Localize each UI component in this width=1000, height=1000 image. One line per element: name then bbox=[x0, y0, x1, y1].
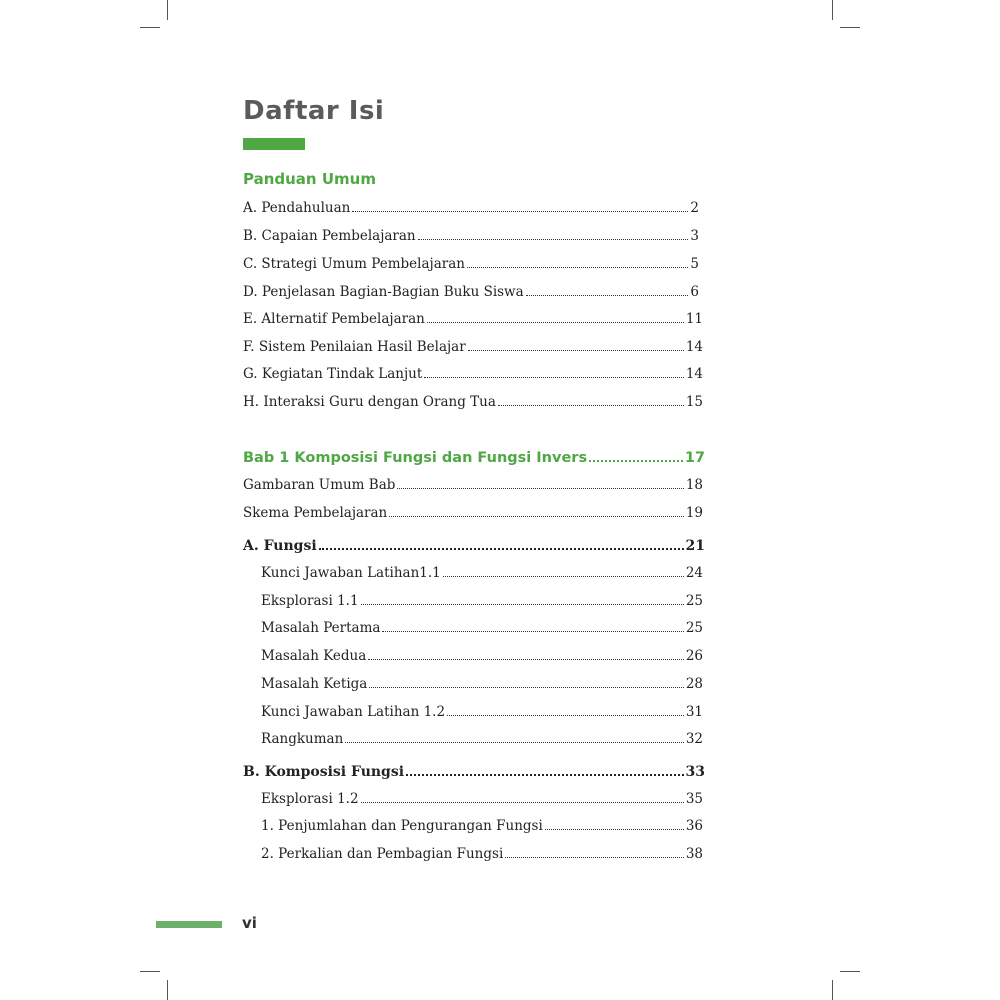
toc-entry-label: Kunci Jawaban Latihan 1.2 bbox=[261, 703, 446, 720]
toc-entry-label: D. Penjelasan Bagian-Bagian Buku Siswa bbox=[243, 283, 524, 300]
crop-mark bbox=[840, 27, 860, 28]
title-underline-bar bbox=[243, 138, 305, 150]
toc-entry-label: F. Sistem Penilaian Hasil Belajar bbox=[243, 338, 466, 355]
toc-entry[interactable] bbox=[243, 336, 703, 358]
crop-mark bbox=[167, 980, 168, 1000]
dot-leader bbox=[468, 336, 684, 351]
toc-entry-page: 19 bbox=[685, 504, 703, 521]
toc-entry-label: E. Alternatif Pembelajaran bbox=[243, 310, 425, 327]
toc-entry-label: Gambaran Umum Bab bbox=[243, 476, 396, 493]
toc-entry-label: Masalah Kedua bbox=[261, 647, 367, 664]
toc-section-entry[interactable] bbox=[243, 760, 705, 782]
toc-subentry[interactable] bbox=[261, 701, 703, 723]
crop-mark bbox=[840, 971, 860, 972]
toc-subentry[interactable] bbox=[261, 843, 703, 865]
crop-mark bbox=[832, 0, 833, 20]
toc-entry-page: 26 bbox=[685, 647, 703, 664]
crop-mark bbox=[140, 971, 160, 972]
toc-entry-page: 2 bbox=[690, 199, 699, 216]
dot-leader bbox=[368, 645, 684, 660]
toc-entry-page: 5 bbox=[690, 255, 699, 272]
toc-entry[interactable] bbox=[243, 502, 703, 524]
toc-subentry[interactable] bbox=[261, 590, 703, 612]
toc-section-entry[interactable] bbox=[243, 534, 705, 556]
toc-entry-label: H. Interaksi Guru dengan Orang Tua bbox=[243, 393, 496, 410]
dot-leader bbox=[369, 673, 683, 688]
toc-entry[interactable] bbox=[243, 253, 699, 275]
toc-entry[interactable] bbox=[243, 197, 699, 219]
toc-entry[interactable] bbox=[243, 363, 703, 385]
toc-section-page: 21 bbox=[685, 538, 705, 554]
toc-entry-label: Kunci Jawaban Latihan1.1 bbox=[261, 564, 441, 581]
toc-entry-page: 25 bbox=[685, 619, 703, 636]
toc-entry-label: A. Pendahuluan bbox=[243, 199, 351, 216]
dot-leader bbox=[361, 590, 684, 605]
dot-leader bbox=[427, 308, 684, 323]
toc-entry-page: 6 bbox=[690, 283, 699, 300]
toc-entry-label: Eksplorasi 1.2 bbox=[261, 790, 359, 807]
toc-entry-page: 28 bbox=[685, 675, 703, 692]
dot-leader bbox=[545, 815, 684, 830]
toc-entry-page: 31 bbox=[685, 703, 703, 720]
toc-entry-label: 2. Perkalian dan Pembagian Fungsi bbox=[261, 845, 504, 862]
toc-subentry[interactable] bbox=[261, 673, 703, 695]
toc-section-label: B. Komposisi Fungsi bbox=[243, 764, 405, 780]
page-number: vi bbox=[242, 914, 257, 932]
toc-entry-page: 36 bbox=[685, 817, 703, 834]
toc-subentry[interactable] bbox=[261, 645, 703, 667]
toc-subentry[interactable] bbox=[261, 728, 703, 750]
toc-entry-page: 35 bbox=[685, 790, 703, 807]
toc-section-label: A. Fungsi bbox=[243, 538, 317, 554]
toc-section-page: 33 bbox=[685, 764, 705, 780]
toc-entry-label: Masalah Pertama bbox=[261, 619, 381, 636]
toc-entry[interactable] bbox=[243, 308, 703, 330]
dot-leader bbox=[389, 502, 684, 517]
toc-entry[interactable] bbox=[243, 281, 699, 303]
toc-chapter-entry[interactable] bbox=[243, 445, 705, 467]
toc-subentry[interactable] bbox=[261, 617, 703, 639]
dot-leader bbox=[589, 445, 683, 462]
dot-leader bbox=[505, 843, 684, 858]
dot-leader bbox=[397, 474, 683, 489]
toc-entry-label: 1. Penjumlahan dan Pengurangan Fungsi bbox=[261, 817, 543, 834]
section-heading-panduan-umum: Panduan Umum bbox=[243, 170, 376, 188]
toc-entry-label: G. Kegiatan Tindak Lanjut bbox=[243, 365, 423, 382]
dot-leader bbox=[352, 197, 688, 212]
dot-leader bbox=[382, 617, 683, 632]
dot-leader bbox=[443, 562, 684, 577]
toc-entry-page: 14 bbox=[685, 338, 703, 355]
dot-leader bbox=[424, 363, 684, 378]
crop-mark bbox=[140, 27, 160, 28]
toc-entry-page: 24 bbox=[685, 564, 703, 581]
toc-entry-page: 25 bbox=[685, 592, 703, 609]
toc-entry-page: 11 bbox=[685, 310, 703, 327]
dot-leader bbox=[498, 391, 684, 406]
toc-entry-page: 15 bbox=[685, 393, 703, 410]
toc-entry-page: 38 bbox=[685, 845, 703, 862]
toc-subentry[interactable] bbox=[261, 788, 703, 810]
toc-entry[interactable] bbox=[243, 391, 703, 413]
toc-entry-label: B. Capaian Pembelajaran bbox=[243, 227, 416, 244]
dot-leader bbox=[418, 225, 689, 240]
toc-entry-label: C. Strategi Umum Pembelajaran bbox=[243, 255, 465, 272]
dot-leader bbox=[526, 281, 689, 296]
crop-mark bbox=[832, 980, 833, 1000]
toc-entry-page: 14 bbox=[685, 365, 703, 382]
toc-entry[interactable] bbox=[243, 225, 699, 247]
toc-chapter-label: Bab 1 Komposisi Fungsi dan Fungsi Invers bbox=[243, 449, 588, 466]
dot-leader bbox=[319, 534, 684, 550]
toc-entry[interactable] bbox=[243, 474, 703, 496]
dot-leader bbox=[361, 788, 684, 803]
toc-entry-label: Masalah Ketiga bbox=[261, 675, 368, 692]
footer-accent-bar bbox=[156, 921, 222, 928]
page-title: Daftar Isi bbox=[243, 96, 385, 126]
dot-leader bbox=[467, 253, 688, 268]
toc-chapter-page: 17 bbox=[684, 449, 705, 466]
dot-leader bbox=[345, 728, 684, 743]
toc-entry-page: 3 bbox=[690, 227, 699, 244]
toc-entry-page: 18 bbox=[685, 476, 703, 493]
toc-entry-label: Rangkuman bbox=[261, 730, 344, 747]
toc-entry-label: Skema Pembelajaran bbox=[243, 504, 388, 521]
dot-leader bbox=[406, 760, 683, 776]
toc-subentry[interactable] bbox=[261, 562, 703, 584]
dot-leader bbox=[447, 701, 684, 716]
toc-subentry[interactable] bbox=[261, 815, 703, 837]
toc-entry-label: Eksplorasi 1.1 bbox=[261, 592, 359, 609]
toc-entry-page: 32 bbox=[685, 730, 703, 747]
crop-mark bbox=[167, 0, 168, 20]
